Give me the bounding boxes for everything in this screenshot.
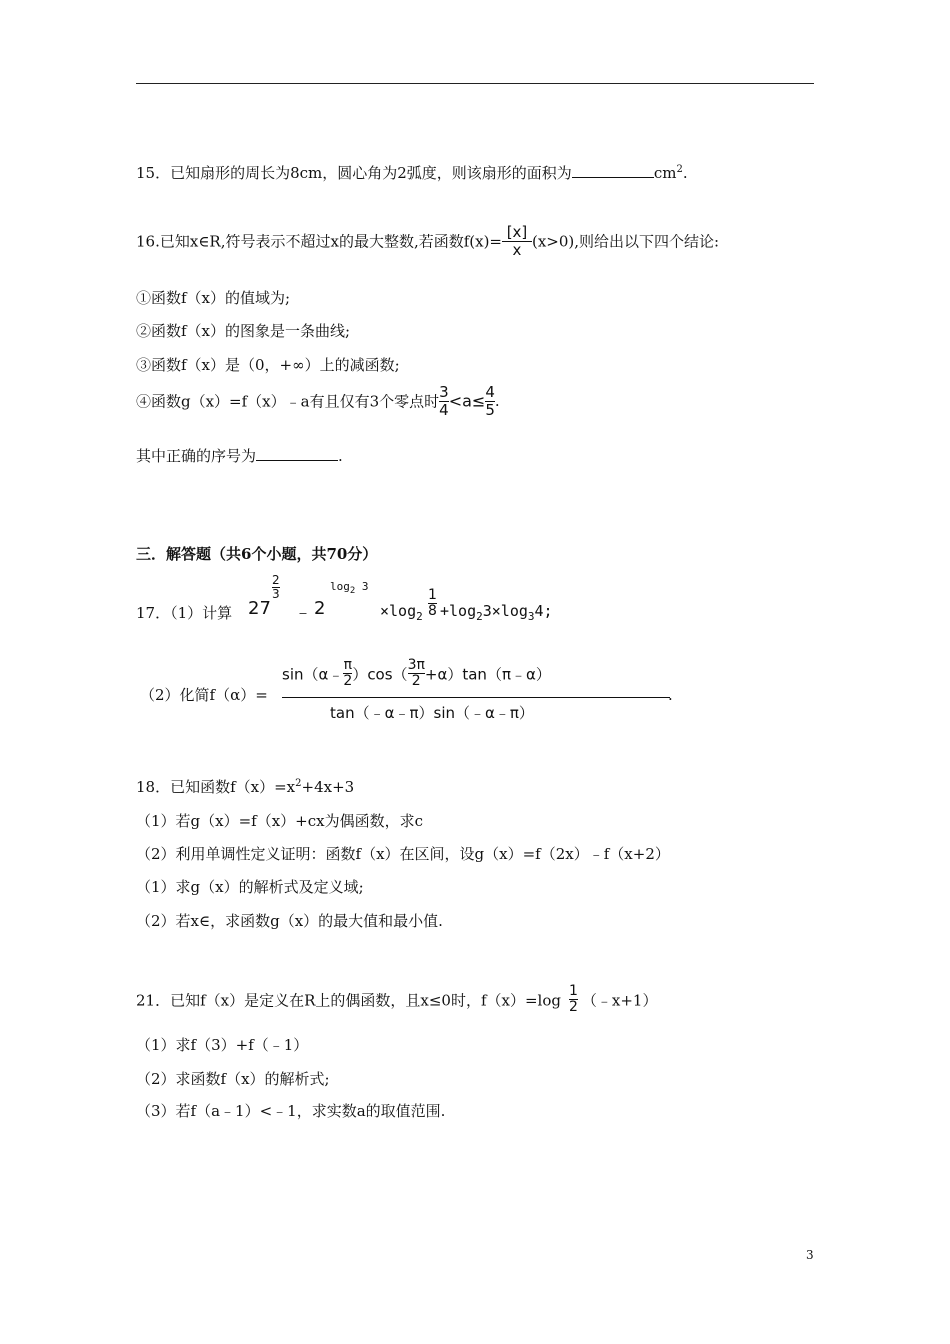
q16-frac-num: [x] bbox=[506, 223, 528, 241]
q16-answer-blank[interactable] bbox=[256, 446, 338, 461]
q17-base-27: 27 bbox=[248, 598, 271, 619]
q17-rest-sub2: 3 bbox=[527, 610, 535, 623]
q16-item4-frac1 bbox=[439, 384, 449, 418]
q17-rest-end: 4; bbox=[534, 602, 553, 620]
q17-times-log bbox=[380, 602, 423, 623]
q16-intro: 16.已知x∈R,符号表示不超过x的最大整数,若函数f(x)= bbox=[136, 232, 502, 251]
q17-part2-pre: （2）化简f（α）= bbox=[140, 686, 268, 704]
q16-answer-end: . bbox=[338, 447, 343, 465]
q16-item4-end: . bbox=[494, 392, 500, 410]
q21-stem: 21．已知f（x）是定义在R上的偶函数，且x≤0时，f（x）=log bbox=[136, 991, 561, 1010]
q17-part2-end: . bbox=[668, 686, 673, 704]
q16-item4-frac2-den: 5 bbox=[485, 400, 495, 419]
q17-pi-num: π bbox=[343, 657, 353, 673]
q16-answer-pre: 其中正确的序号为 bbox=[136, 447, 257, 465]
q17-pi-den: 2 bbox=[343, 673, 353, 690]
q17-3pi-den: 2 bbox=[408, 673, 425, 689]
q18-stem-sup: 2 bbox=[295, 778, 302, 789]
q16-item-3: ③函数f（x）是（0，+∞）上的减函数; bbox=[136, 356, 400, 374]
q17-numerator bbox=[282, 658, 551, 690]
q17-3pi-half bbox=[408, 658, 425, 690]
q17-log-sub: 2 bbox=[416, 610, 423, 623]
question-16-stem bbox=[136, 224, 719, 258]
q17-num-b: ）cos（ bbox=[352, 665, 408, 684]
q17-times-log-word: ×log bbox=[380, 602, 417, 620]
q17-rest bbox=[440, 602, 553, 623]
q17-log-frac-num: 1 bbox=[428, 587, 437, 603]
q18-line-1: （1）若g（x）=f（x）+cx为偶函数，求c bbox=[136, 812, 424, 830]
question-18-stem bbox=[136, 776, 354, 797]
section-3-title: 三．解答题（共6个小题，共70分） bbox=[136, 545, 378, 563]
q16-item4-frac1-den: 4 bbox=[439, 400, 449, 419]
q16-item4-frac1-num: 3 bbox=[439, 383, 449, 401]
q16-item-1: ①函数f（x）的值域为; bbox=[136, 289, 291, 307]
q16-fraction bbox=[502, 224, 532, 258]
q21-frac-den: 2 bbox=[568, 999, 578, 1016]
q15-text: 15．已知扇形的周长为8cm，圆心角为2弧度，则该扇形的面积为 bbox=[136, 164, 572, 182]
q17-num-a: sin（α﹣ bbox=[282, 665, 344, 684]
q16-item-4 bbox=[136, 384, 500, 418]
question-15 bbox=[136, 162, 688, 183]
q17-exp-log-arg: 3 bbox=[361, 580, 369, 593]
q15-unit-sup: 2 bbox=[676, 164, 683, 175]
q17-rest-a: +log bbox=[440, 602, 477, 620]
q16-item4-mid: <a≤ bbox=[448, 391, 486, 411]
q17-denominator: tan（﹣α﹣π）sin（﹣α﹣π） bbox=[330, 704, 534, 722]
q16-answer-line bbox=[136, 445, 343, 466]
q17-minus: ﹣ bbox=[294, 602, 312, 623]
q17-exp-log-word: log bbox=[330, 580, 350, 593]
header-rule bbox=[136, 83, 814, 84]
q18-stem-end: +4x+3 bbox=[301, 778, 355, 796]
q17-exp-log bbox=[330, 580, 369, 596]
q15-answer-blank[interactable] bbox=[572, 163, 654, 178]
page-number: 3 bbox=[806, 1248, 814, 1262]
q16-item4-pre: ④函数g（x）=f（x）﹣a有且仅有3个零点时 bbox=[136, 392, 440, 411]
q17-num-c: +α）tan（π﹣α） bbox=[424, 665, 551, 684]
q17-exp-log-sub: 2 bbox=[349, 586, 356, 597]
q17-exp-num: 2 bbox=[272, 573, 280, 587]
q17-fraction-bar bbox=[282, 697, 670, 698]
q21-line-2: （2）求函数f（x）的解析式; bbox=[136, 1070, 330, 1088]
q17-rest-mid: 3×log bbox=[482, 602, 528, 620]
q17-exp-den: 3 bbox=[272, 587, 280, 602]
q17-exp-frac bbox=[272, 574, 280, 601]
q17-3pi-num: 3π bbox=[407, 657, 425, 673]
q18-stem: 18．已知函数f（x）=x bbox=[136, 778, 296, 796]
q15-end: . bbox=[682, 164, 688, 182]
q21-line-1: （1）求f（3）+f（﹣1） bbox=[136, 1036, 309, 1054]
q15-unit: cm bbox=[653, 164, 677, 182]
q16-cond: (x>0),则给出以下四个结论: bbox=[532, 232, 720, 251]
question-21-stem bbox=[136, 984, 657, 1016]
q16-item-2: ②函数f（x）的图象是一条曲线; bbox=[136, 322, 351, 340]
q17-pi-half bbox=[343, 658, 352, 690]
q16-item4-frac2-num: 4 bbox=[485, 383, 495, 401]
q18-line-3: （1）求g（x）的解析式及定义域; bbox=[136, 878, 364, 896]
q21-frac-num: 1 bbox=[568, 983, 578, 999]
q21-line-3: （3）若f（a﹣1）<﹣1，求实数a的取值范围. bbox=[136, 1102, 446, 1120]
q16-frac-den: x bbox=[502, 241, 532, 259]
q17-part1-pre: 17．（1）计算 bbox=[136, 604, 233, 622]
q18-line-2: （2）利用单调性定义证明：函数f（x）在区间，设g（x）=f（2x）﹣f（x+2） bbox=[136, 845, 670, 863]
q21-stem-end: （﹣x+1） bbox=[581, 991, 658, 1010]
q17-log-frac bbox=[428, 588, 437, 620]
q21-log-base-frac bbox=[569, 984, 578, 1016]
q17-base-2: 2 bbox=[314, 598, 326, 619]
q16-item4-frac2 bbox=[485, 384, 495, 418]
q17-log-frac-den: 8 bbox=[428, 603, 437, 620]
q18-line-4: （2）若x∈，求函数g（x）的最大值和最小值. bbox=[136, 912, 443, 930]
q17-rest-sub1: 2 bbox=[476, 610, 483, 623]
q17-part-2 bbox=[136, 650, 696, 730]
